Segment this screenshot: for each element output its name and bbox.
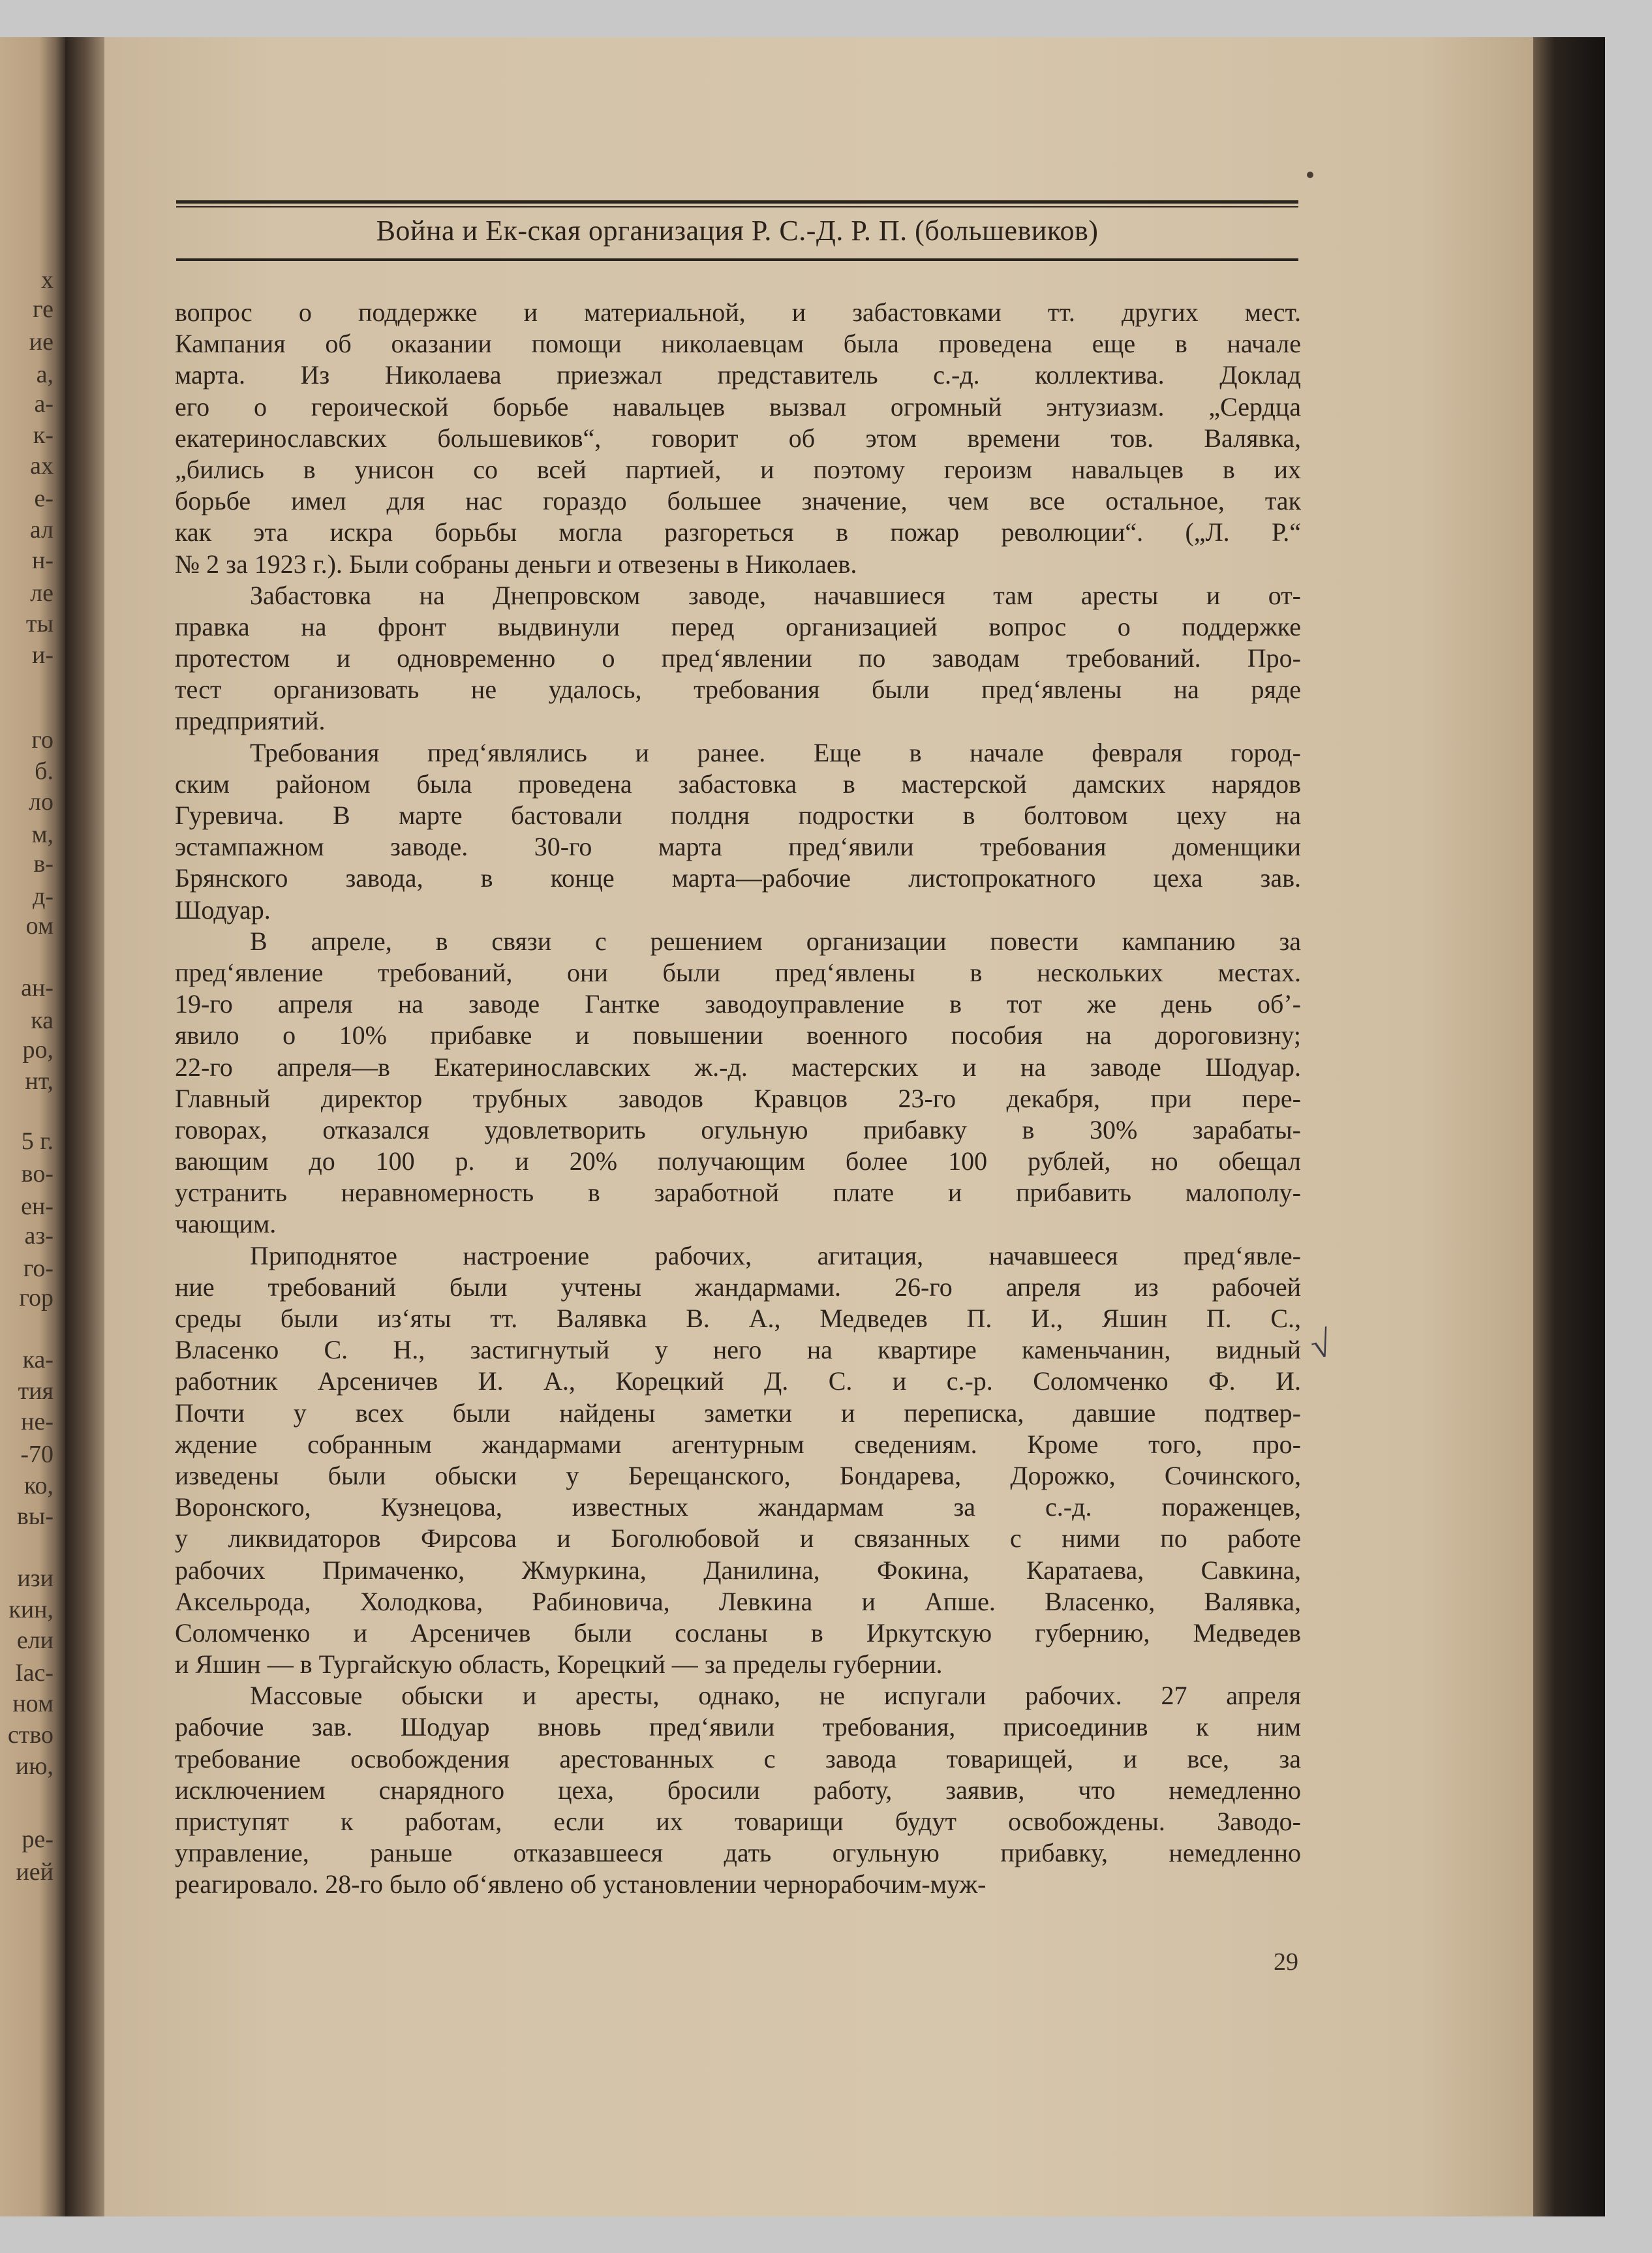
left-page-fragment: нт, (25, 1067, 54, 1095)
left-page-fragment: ро, (22, 1036, 54, 1064)
left-page-fragment: го (31, 726, 54, 754)
text-line: „бились в унисон со всей партией, и поэтому героизм навальцев в их (175, 454, 1301, 484)
text-line: Гуревича. В марте бастовали полдня подростки в болтовом цеху на (175, 801, 1301, 830)
text-line: управление, раньше отказавшееся дать огульную прибавку, немедленно (175, 1838, 1301, 1868)
text-line: устранить неравномерность в заработной плате и прибавить малополу- (175, 1178, 1301, 1208)
text-line: и Яшин — в Тургайскую область, Корецкий — за пределы губернии. (175, 1649, 943, 1679)
text-line: реагировало. 28-го было об‘явлено об установлении чернорабочим-муж- (175, 1869, 987, 1899)
text-line: у ликвидаторов Фирсова и Боголюбовой и связанных с ними по работе (175, 1524, 1301, 1554)
left-page-fragment: к- (33, 421, 54, 449)
left-page-fragment: кин, (8, 1596, 54, 1623)
left-page-fragment: м, (31, 821, 54, 848)
left-page-fragment: ан- (21, 974, 54, 1002)
left-page-fragment: н- (32, 547, 54, 574)
text-line: работник Арсеничев И. А., Корецкий Д. С. и с.-р. Соломченко Ф. И. (175, 1366, 1301, 1396)
text-line: Брянского завода, в конце марта—рабочие листопрокатного цеха зав. (175, 863, 1301, 893)
text-line: явило о 10% прибавке и повышении военного пособия на дороговизну; (175, 1020, 1301, 1050)
left-page-fragment: гор (19, 1284, 54, 1311)
text-line: Приподнятое настроение рабочих, агитация, начавшееся пред‘явле- (250, 1240, 1301, 1270)
text-line: его о героической борьбе навальцев вызвал огромный энтузиазм. „Сердца (175, 391, 1301, 421)
left-page-fragment: ах (30, 452, 54, 480)
text-line: ждение собранным жандармами агентурным сведениям. Кроме того, про- (175, 1429, 1301, 1459)
left-page-fragment: вы- (16, 1503, 54, 1530)
body-text (175, 297, 1301, 1901)
left-page-fragment: ты (25, 610, 54, 637)
text-line: среды были из‘яты тт. Валявка В. А., Медведев П. И., Яшин П. С., (175, 1304, 1301, 1333)
left-page-fragment: в- (33, 850, 54, 878)
text-line: рабочих Примаченко, Жмуркина, Данилина, Фокина, Каратаева, Савкина, (175, 1555, 1301, 1585)
text-line: № 2 за 1923 г.). Были собраны деньги и отвезены в Николаев. (175, 549, 857, 579)
text-line: екатеринославских большевиков“, говорит об этом времени тов. Валявка, (175, 423, 1301, 453)
text-line: как эта искра борьбы могла разгореться в пожар революции“. („Л. Р.“ (175, 517, 1301, 547)
text-line: требование освобождения арестованных с завода товарищей, и все, за (175, 1743, 1301, 1773)
text-line: Шодуар. (175, 895, 271, 925)
handwritten-margin-mark: √ (1306, 1323, 1337, 1368)
left-page-fragment: ле (30, 579, 54, 607)
text-line: протестом и одновременно о пред‘явлении по заводам требований. Про- (175, 643, 1301, 673)
text-line: говорах, отказался удовлетворить огульную прибавку в 30% зарабаты- (175, 1114, 1301, 1144)
left-page-fragment: а, (36, 361, 54, 388)
left-page-fragment: ию, (15, 1753, 54, 1780)
left-page-fragment: во- (21, 1160, 54, 1188)
text-line: Главный директор трубных заводов Кравцов 23-го декабря, при пере- (175, 1083, 1301, 1113)
left-page-fragment: ка- (22, 1346, 54, 1373)
left-page-fragment: го- (23, 1255, 54, 1282)
text-line: борьбе имел для нас гораздо большее значение, чем все остальное, так (175, 486, 1301, 516)
left-page-fragment: ло (29, 788, 54, 816)
text-line: Кампания об оказании помощи николаевцам была проведена еще в начале (175, 329, 1301, 359)
text-line: В апреле, в связи с решением организации повести кампанию за (250, 926, 1301, 956)
left-page-fragment: ом (25, 912, 54, 940)
left-page-fragment: 5 г. (21, 1127, 54, 1155)
ink-dot (1307, 172, 1313, 178)
text-line: Почти у всех были найдены заметки и переписка, давшие подтвер- (175, 1398, 1301, 1428)
left-page-fragment: ге (33, 296, 54, 323)
text-line: Требования пред‘являлись и ранее. Еще в начале февраля город- (250, 737, 1301, 767)
left-page-fragment: ен- (21, 1193, 54, 1220)
text-line: ским районом была проведена забастовка в мастерской дамских нарядов (175, 769, 1301, 799)
left-page-fragment: ка (31, 1007, 54, 1034)
left-page-edge (0, 37, 65, 2216)
left-page-fragment: д- (33, 883, 54, 910)
left-page-fragment: ал (29, 516, 54, 544)
header-rule-top-thin (176, 206, 1298, 207)
left-page-fragment: ство (7, 1721, 54, 1749)
text-line: изведены были обыски у Берещанского, Бондарева, Дорожко, Сочинского, (175, 1460, 1301, 1490)
left-page-fragment: е- (34, 485, 54, 512)
running-header: Война и Ек-ская организация Р. С.-Д. Р. П. (большевиков) (376, 215, 1099, 247)
text-line: 22-го апреля—в Екатеринославских ж.-д. мастерских и на заводе Шодуар. (175, 1052, 1301, 1082)
text-line: рабочие зав. Шодуар вновь пред‘явили требования, присоединив к ним (175, 1712, 1301, 1742)
text-line: ние требований были учтены жандармами. 26-го апреля из рабочей (175, 1272, 1301, 1302)
left-page-fragment: тия (18, 1377, 54, 1405)
left-page-fragment: аз- (24, 1222, 54, 1249)
left-page-fragment: и- (32, 641, 54, 669)
text-line: Соломченко и Арсеничев были сосланы в Иркутскую губернию, Медведев (175, 1617, 1301, 1648)
text-line: пред‘явление требований, они были пред‘явлены в нескольких местах. (175, 957, 1301, 987)
header-rule-bottom (176, 258, 1298, 261)
book-cover-edge (1533, 37, 1605, 2216)
left-page-fragment: ие (29, 328, 54, 356)
book-gutter (65, 37, 108, 2216)
page-number: 29 (1274, 1948, 1298, 1976)
text-line: приступят к работам, если их товарищи будут освобождены. Заводо- (175, 1807, 1301, 1836)
left-page-fragment: изи (17, 1565, 54, 1592)
left-page-fragment: х (41, 266, 54, 294)
left-page-fragment: -70 (20, 1441, 54, 1468)
text-line: Воронского, Кузнецова, известных жандармам за с.-д. пораженцев, (175, 1492, 1301, 1522)
header-rule-top (176, 200, 1298, 204)
text-line: Массовые обыски и аресты, однако, не испугали рабочих. 27 апреля (250, 1681, 1301, 1711)
left-page-fragment: а- (34, 390, 54, 418)
text-line: предприятий. (175, 706, 326, 736)
text-line: вающим до 100 р. и 20% получающим более 100 рублей, но обещал (175, 1146, 1301, 1176)
text-line: Аксельрода, Холодкова, Рабиновича, Левкина и Апше. Власенко, Валявка, (175, 1586, 1301, 1616)
text-line: исключением снарядного цеха, бросили работу, заявив, что немедленно (175, 1775, 1301, 1805)
text-line: марта. Из Николаева приезжал представитель с.-д. коллектива. Доклад (175, 360, 1301, 390)
left-page-fragment: Іас- (14, 1659, 54, 1687)
left-page-fragment: не- (21, 1408, 54, 1435)
left-page-fragment: ко, (23, 1472, 54, 1499)
left-page-fragment: ией (16, 1858, 54, 1886)
text-line: вопрос о поддержке и материальной, и забастовками тт. других мест. (175, 298, 1301, 327)
text-line: эстампажном заводе. 30-го марта пред‘явили требования доменщики (175, 832, 1301, 862)
text-line: правка на фронт выдвинули перед организацией вопрос о поддержке (175, 611, 1301, 641)
left-page-fragment: ели (16, 1627, 54, 1654)
text-line: 19-го апреля на заводе Гантке заводоуправление в тот же день об’- (175, 989, 1301, 1019)
text-line: Забастовка на Днепровском заводе, начавшиеся там аресты и от- (250, 580, 1301, 610)
left-page-fragment: б. (35, 758, 54, 785)
text-line: чающим. (175, 1209, 277, 1239)
text-line: Власенко С. Н., застигнутый у него на квартире каменьчанин, видный (175, 1335, 1301, 1365)
text-line: тест организовать не удалось, требования были пред‘явлены на ряде (175, 675, 1301, 705)
left-page-fragment: ном (12, 1690, 54, 1717)
left-page-fragment: ре- (22, 1826, 54, 1853)
